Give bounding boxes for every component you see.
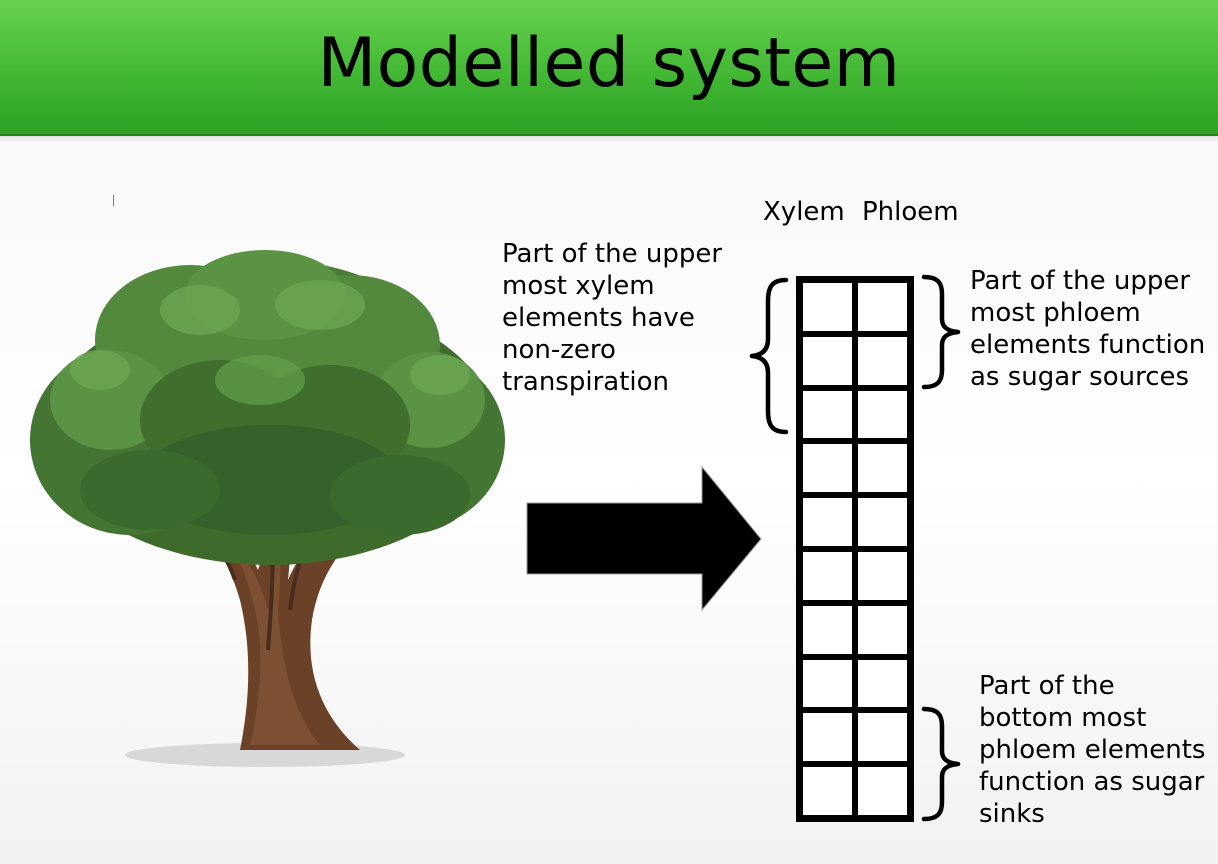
phloem-element: [858, 606, 907, 654]
right-arrow-icon: [526, 466, 766, 612]
xylem-element: [803, 606, 852, 654]
title-bar: [0, 0, 1218, 136]
left-brace-xylem: [748, 277, 790, 435]
phloem-element: [858, 767, 907, 815]
phloem-sources-note: Part of the upper most phloem elements function as sugar sources: [970, 266, 1206, 392]
xylem-element: [803, 552, 852, 600]
xylem-element: [803, 767, 852, 815]
phloem-element: [858, 498, 907, 546]
slide-title: Modelled system: [317, 24, 901, 103]
xylem-element: [803, 713, 852, 761]
phloem-element: [858, 660, 907, 708]
phloem-element: [858, 391, 907, 439]
vascular-element-grid: [796, 276, 914, 822]
text-cursor-mark: [113, 195, 114, 206]
phloem-element: [858, 713, 907, 761]
xylem-element: [803, 444, 852, 492]
xylem-element: [803, 337, 852, 385]
xylem-element: [803, 283, 852, 331]
right-brace-phloem-sources: [920, 274, 962, 390]
phloem-sinks-note: Part of the bottom most phloem elements function as sugar sinks: [979, 671, 1206, 829]
xylem-transpiration-note: Part of the upper most xylem elements have non-zero transpiration: [502, 239, 723, 397]
phloem-element: [858, 552, 907, 600]
tree-canopy: [30, 250, 505, 565]
right-brace-phloem-sinks: [920, 706, 962, 822]
tree-illustration: [20, 250, 510, 780]
phloem-element: [858, 444, 907, 492]
phloem-element: [858, 337, 907, 385]
xylem-element: [803, 660, 852, 708]
xylem-element: [803, 498, 852, 546]
xylem-column-label: Xylem: [763, 197, 845, 227]
xylem-element: [803, 391, 852, 439]
phloem-column-label: Phloem: [862, 197, 959, 227]
phloem-element: [858, 283, 907, 331]
